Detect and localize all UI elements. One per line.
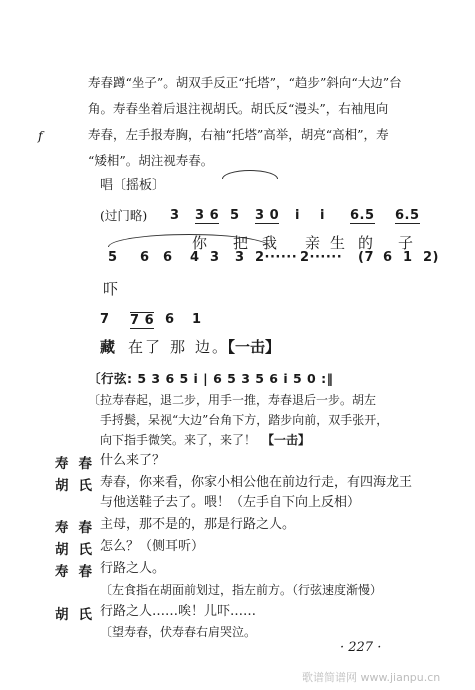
music2-note-1: 6 (140, 250, 150, 265)
dialogue-5-text: 〔左食指在胡面前划过，指左前方。（行弦速度渐慢） (100, 583, 383, 597)
dialogue-0-text: 什么来了？ (100, 453, 166, 468)
music2-note-11: 2) (423, 250, 439, 265)
music2-lyric: 吓 (103, 280, 121, 298)
slur-1 (222, 170, 278, 179)
music2-note-3: 4 (190, 250, 200, 265)
dialogue-2-speaker: 寿春 (55, 520, 102, 536)
music2-note-10: 1 (403, 250, 413, 265)
music1-lyric-4: 生 (330, 234, 348, 252)
music2-note-0: 5 (108, 250, 118, 265)
music1-lyric-6: 子 (398, 234, 416, 252)
music1-lyric-5: 的 (358, 234, 376, 252)
music3-lyric-0: 藏 (100, 338, 118, 356)
music2-note-8: (7 (358, 250, 374, 265)
intro-line-3: 寿春，左手报寿胸，右袖“托塔”高举，胡亮“高相”，寿 (88, 127, 389, 142)
music1-lyric-2: 我 (262, 234, 280, 252)
intro-line-4: “矮相”。胡注视寿春。 (88, 153, 214, 168)
dialogue-1-speaker: 胡氏 (55, 478, 102, 494)
music1-note-7: 6.5 (395, 208, 420, 223)
music4-line: 〔行弦: 5 3 6 5 i | 6 5 3 5 6 i 5 0 :‖ (88, 371, 334, 386)
music1-note-6: 6.5 (350, 208, 375, 223)
music2-note-7: 2······ (300, 250, 343, 265)
dialogue-3-text: 怎么？（侧耳听） (100, 539, 205, 554)
music4-stage-2: 手捋鬓，呆视“大边”台角下方，踏步向前，双手张开， (100, 413, 389, 427)
music3-note-1: 7 6 (130, 313, 155, 328)
music2-note-2: 6 (163, 250, 173, 265)
music3-note-2: 6 (165, 312, 175, 327)
music4-strike: 【一击】 (262, 433, 311, 447)
music4-stage-1: 〔拉寿春起，退二步，用手一推，寿春退后一步。胡左 (88, 393, 377, 407)
music1-lyric-1: 把 (233, 234, 251, 252)
music3-lyric-3: 边。 (195, 338, 230, 356)
singing-label: 唱〔摇板〕 (100, 178, 166, 193)
intro-line-2: 角。寿春坐着后退注视胡氏。胡氏反“漫头”，右袖甩向 (88, 101, 389, 116)
dialogue-1-text: 寿春，你来看，你家小相公他在前边行走，有四海龙王 (100, 475, 413, 490)
music3-note-3: 1 (192, 312, 202, 327)
music3-lyric-2: 那 (170, 338, 188, 356)
music3-note-0: 7 (100, 312, 110, 327)
intro-line-1: 寿春蹲“坐子”。胡双手反正“托塔”，“趋步”斜向“大边”台 (88, 75, 402, 90)
dialogue-6-text: 行路之人……唉！儿吓…… (100, 604, 257, 619)
music1-lyric-3: 亲 (305, 234, 323, 252)
music3-lyric-1: 在了 (128, 338, 163, 356)
music2-note-6: 2······ (255, 250, 298, 265)
page-number: · 227 · (340, 640, 382, 655)
music1-note-3: 3 0 (255, 208, 280, 223)
music2-note-4: 3 (210, 250, 220, 265)
music1-note-0: 3 (170, 208, 180, 223)
music1-note-5: i (320, 208, 325, 223)
dialogue-1-text-2: 与他送鞋子去了。喂！（左手自下向上反相） (100, 495, 361, 510)
music1-note-2: 5 (230, 208, 240, 223)
dialogue-0-speaker: 寿春 (55, 456, 102, 472)
dialogue-4-text: 行路之人。 (100, 561, 166, 576)
music2-note-9: 6 (383, 250, 393, 265)
music1-note-4: i (295, 208, 300, 223)
margin-mark: f (38, 128, 43, 143)
music1-note-1: 3 6 (195, 208, 220, 223)
music3-lyric-4: 【一击】 (220, 338, 281, 356)
music1-lyric-0: 你 (192, 234, 210, 252)
dialogue-4-speaker: 寿春 (55, 564, 102, 580)
music1-prefix: (过门略) (100, 208, 148, 223)
dialogue-2-text: 主母，那不是的，那是行路之人。 (100, 517, 296, 532)
dialogue-7-text: 〔望寿春，伏寿春右肩哭泣。 (100, 625, 257, 639)
music4-stage-3: 向下指手微笑。来了，来了！ (100, 433, 257, 447)
dialogue-3-speaker: 胡氏 (55, 542, 102, 558)
music2-note-5: 3 (235, 250, 245, 265)
watermark: 歌谱简谱网 www.jianpu.cn (302, 671, 441, 684)
dialogue-6-speaker: 胡氏 (55, 607, 102, 623)
